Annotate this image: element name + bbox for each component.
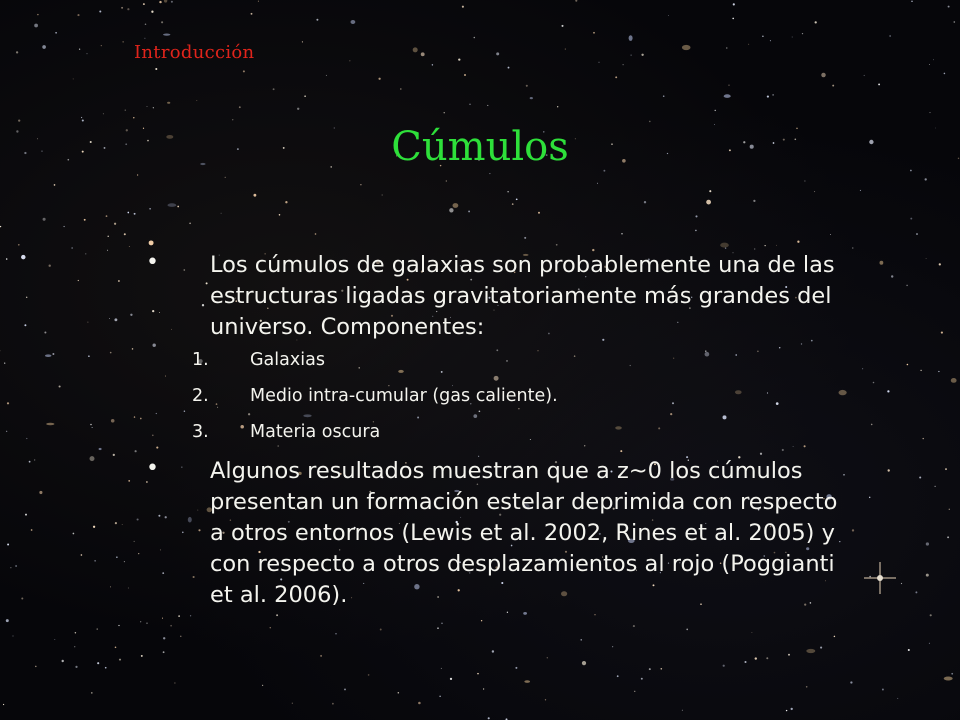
list-number: 1. (192, 350, 209, 370)
bullet-text: Los cúmulos de galaxias son probablemente una de las estructuras ligadas gravitatoriamente más grandes del universo. Componentes: (210, 252, 835, 340)
list-text: Medio intra-cumular (gas caliente). (250, 386, 558, 406)
bullet-marker: • (146, 250, 159, 275)
bullet-marker: • (146, 456, 159, 481)
list-number: 2. (192, 386, 209, 406)
list-text: Materia oscura (250, 422, 381, 442)
section-label: Introducción (134, 42, 255, 63)
slide-title: Cúmulos (391, 124, 569, 170)
list-text: Galaxias (250, 350, 325, 370)
bullet-text: Algunos resultados muestran que a z~0 los cúmulos presentan un formación estelar deprimida con respecto a otros entornos (Lewis et al. 2002, Rines et al. 2005) y con respecto a otros desplazamientos al rojo (Poggianti et al. 2006). (210, 458, 838, 608)
list-number: 3. (192, 422, 209, 442)
